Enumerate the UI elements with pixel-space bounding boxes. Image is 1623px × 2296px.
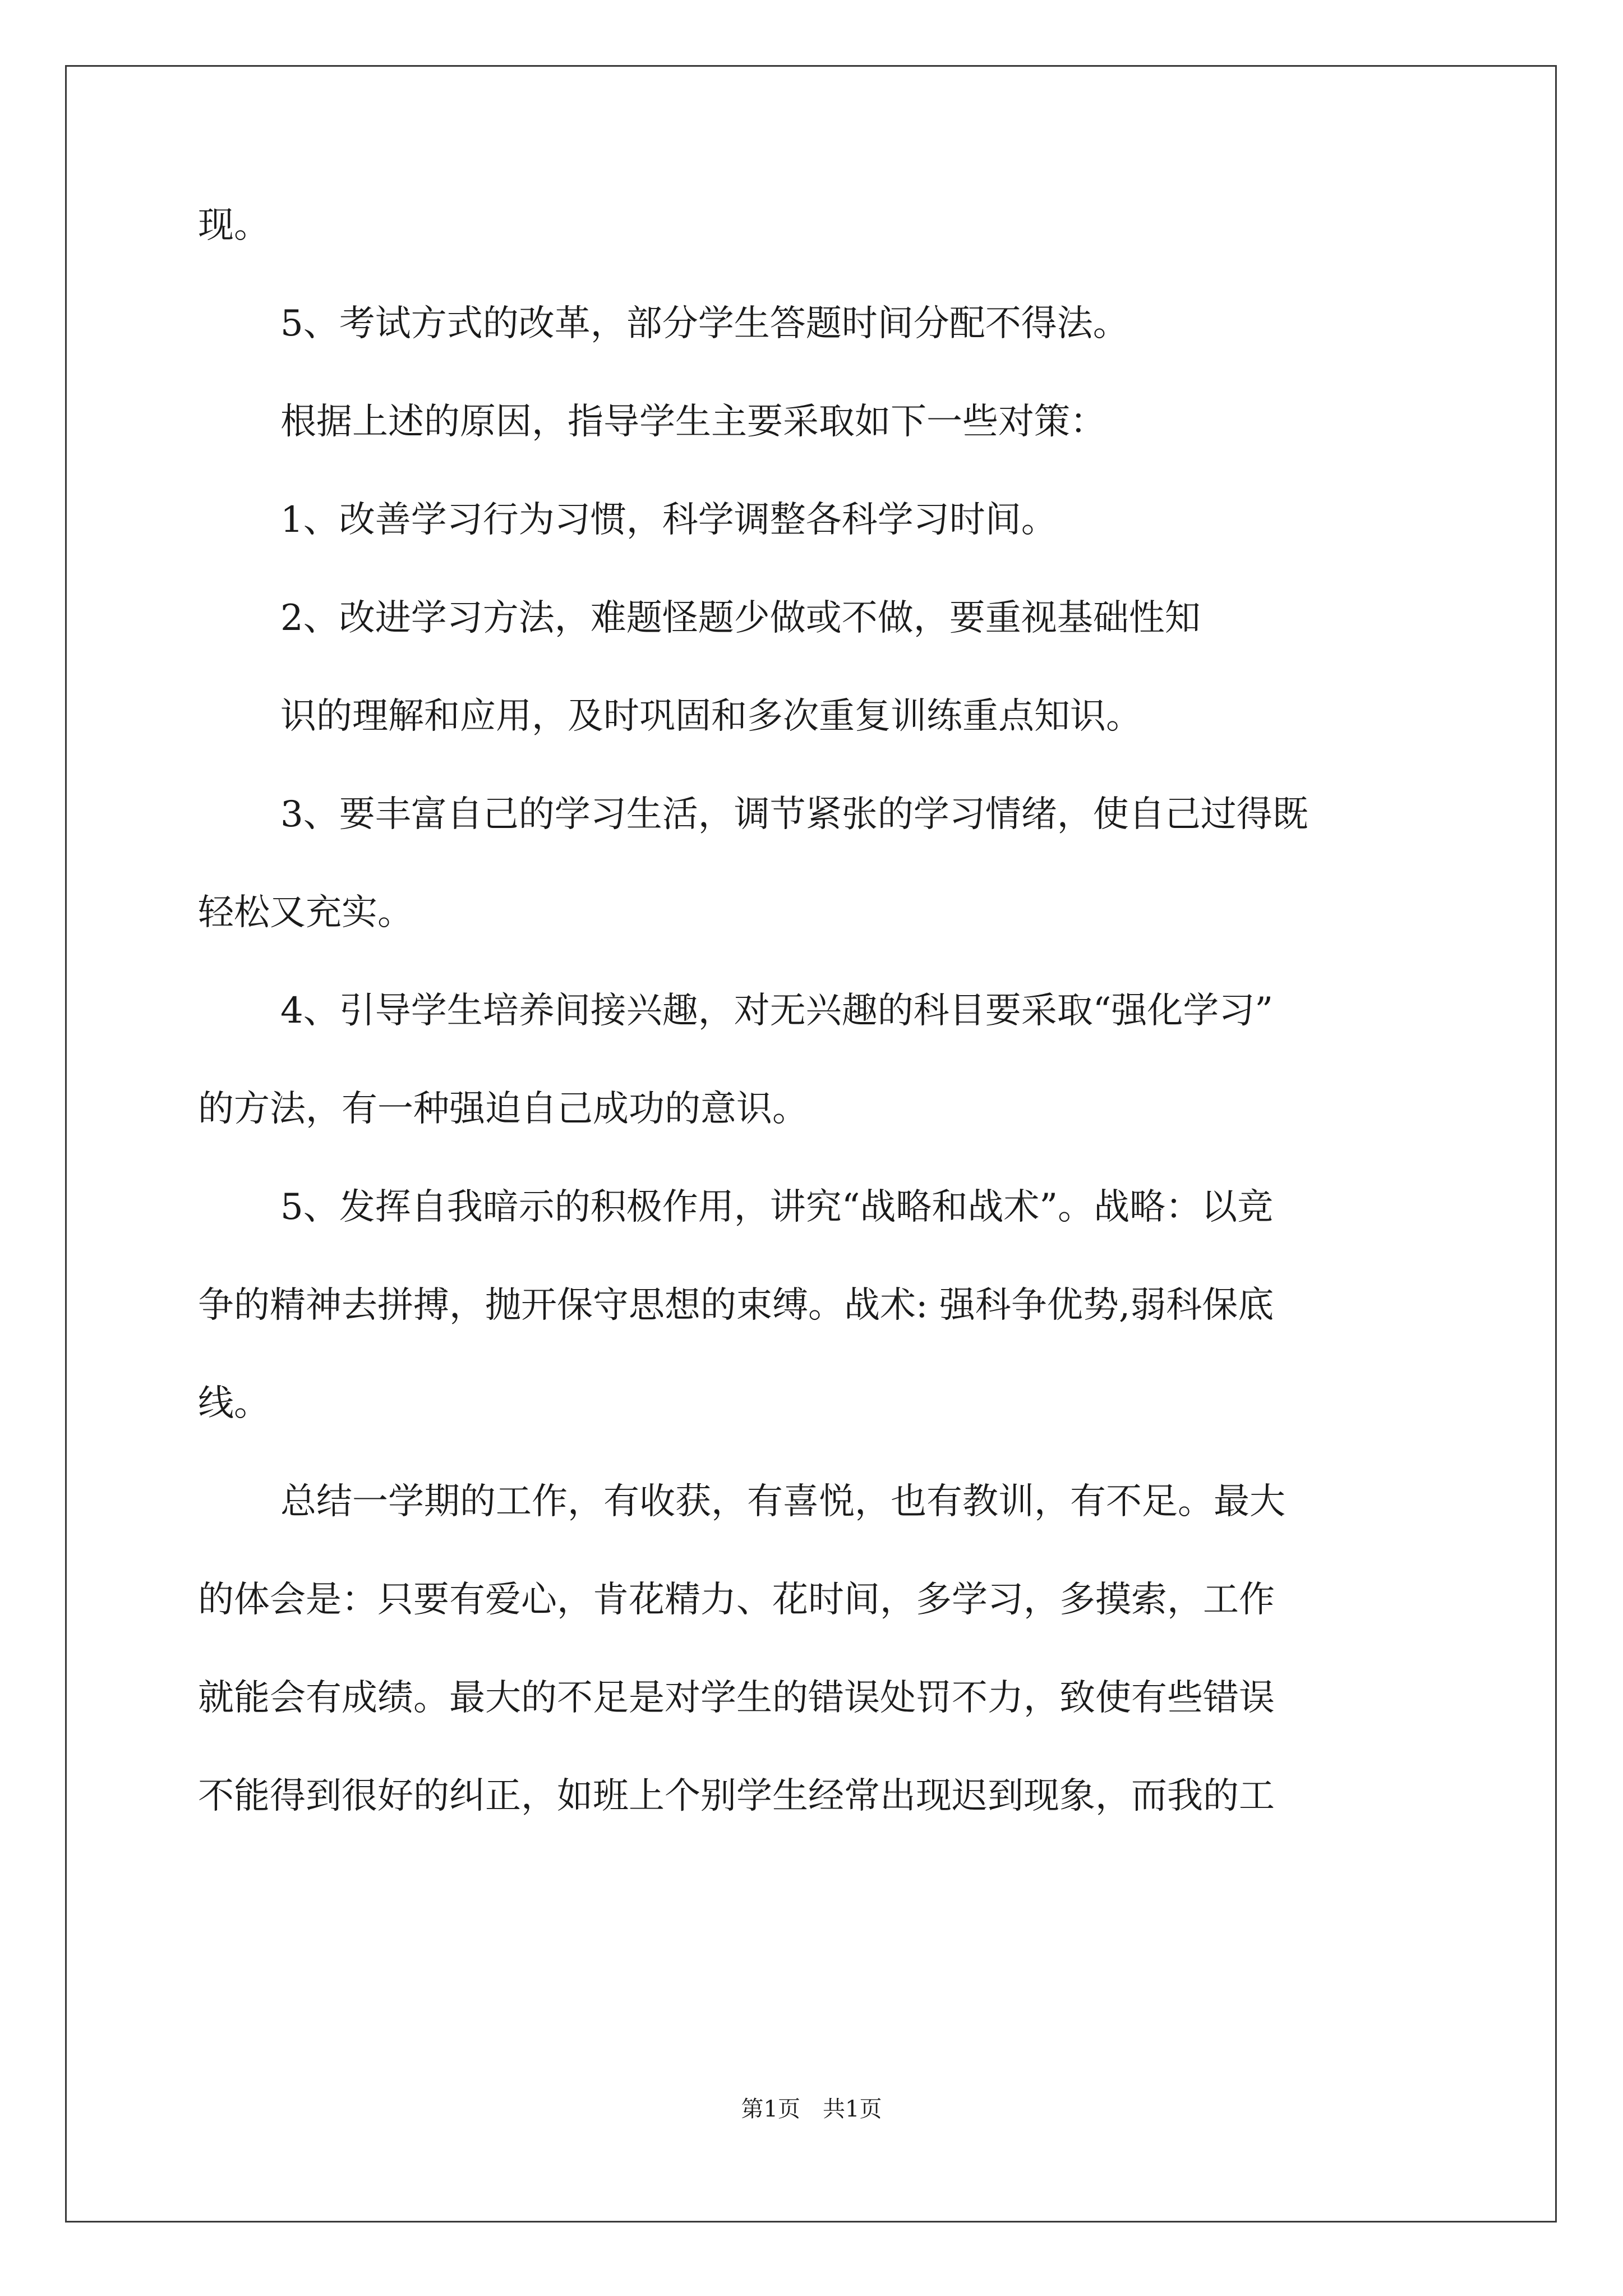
body-line: 3、要丰富自己的学习生活，调节紧张的学习情绪，使自己过得既	[280, 794, 1308, 835]
body-line: 根据上述的原因，指导学生主要采取如下一些对策：	[280, 401, 1106, 443]
body-line: 识的理解和应用，及时巩固和多次重复训练重点知识。	[280, 696, 1142, 737]
page-border	[65, 65, 1557, 2223]
body-line: 4、引导学生培养间接兴趣，对无兴趣的科目要采取“强化学习”	[280, 990, 1274, 1032]
body-line: 就能会有成绩。最大的不足是对学生的错误处罚不力，致使有些错误	[198, 1677, 1275, 1719]
body-line: 现。	[198, 205, 270, 246]
body-line: 线。	[198, 1383, 270, 1424]
body-line: 轻松又充实。	[198, 892, 413, 933]
body-line: 5、考试方式的改革，部分学生答题时间分配不得法。	[280, 303, 1129, 344]
body-line: 不能得到很好的纠正，如班上个别学生经常出现迟到现象，而我的工	[198, 1775, 1275, 1817]
body-line: 2、改进学习方法，难题怪题少做或不做，要重视基础性知	[280, 597, 1201, 639]
body-line: 的方法，有一种强迫自己成功的意识。	[198, 1088, 808, 1130]
page-number: 第1页	[741, 2096, 800, 2122]
page-footer	[0, 2095, 1623, 2123]
body-line: 5、发挥自我暗示的积极作用，讲究“战略和战术”。战略：以竞	[280, 1186, 1274, 1228]
body-line: 争的精神去拼搏，抛开保守思想的束缚。战术: 强科争优势,弱科保底	[198, 1285, 1274, 1326]
body-line: 1、改善学习行为习惯，科学调整各科学习时间。	[280, 499, 1057, 541]
body-line: 总结一学期的工作，有收获，有喜悦，也有教训，有不足。最大	[280, 1481, 1285, 1522]
page-total: 共1页	[823, 2096, 882, 2122]
body-line: 的体会是：只要有爱心，肯花精力、花时间，多学习，多摸索，工作	[198, 1579, 1275, 1621]
